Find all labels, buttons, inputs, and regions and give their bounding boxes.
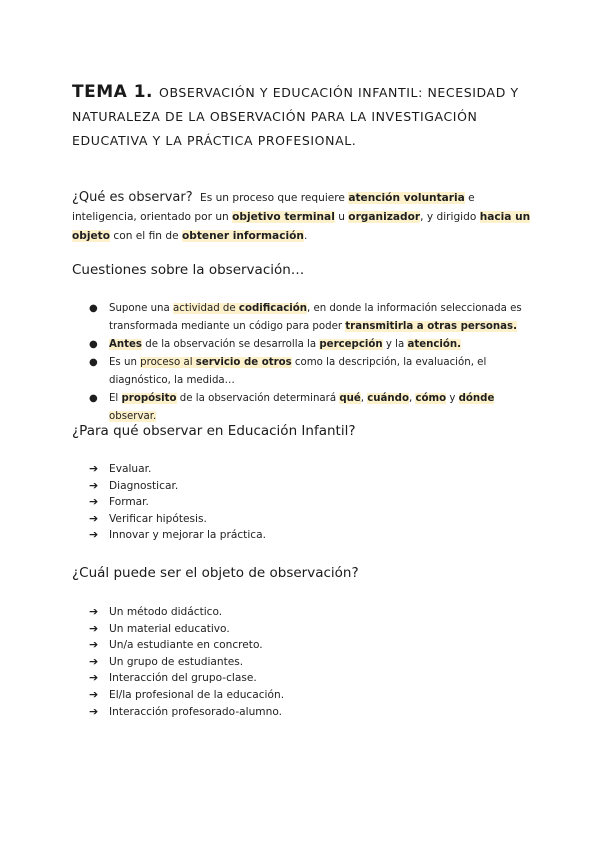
item-text: Innovar y mejorar la práctica.	[109, 529, 266, 542]
highlight-como: cómo	[415, 393, 447, 404]
bullet-icon: ●	[89, 303, 98, 314]
highlight-atencion: atención.	[407, 339, 462, 350]
item-text: Un material educativo.	[109, 622, 230, 635]
arrow-icon: ➔	[89, 687, 99, 701]
arrow-icon: ➔	[89, 511, 99, 525]
item-text: Evaluar.	[109, 463, 152, 475]
list-item	[72, 511, 472, 528]
item-text: ,	[360, 393, 368, 404]
list-item	[72, 670, 472, 687]
highlight-organizador: organizador	[348, 211, 421, 223]
list-item	[72, 654, 472, 671]
item-text: Verificar hipótesis.	[109, 512, 207, 525]
highlight-hacia-un-objeto: hacia un objeto	[72, 211, 531, 242]
item-text: Interacción del grupo-clase.	[109, 672, 257, 685]
highlight-obtener-informacion: obtener información	[181, 230, 304, 242]
item-text: como la descripción, la evaluación, el diagnóstico, la medida…	[109, 357, 487, 386]
arrow-icon: ➔	[89, 478, 99, 492]
item-text: Es un	[109, 357, 141, 368]
arrow-icon: ➔	[89, 528, 99, 542]
intro-text-3: u	[334, 211, 349, 223]
intro-text-4: , y dirigido	[420, 211, 480, 223]
intro-text-1: Es un proceso que requiere	[200, 192, 349, 204]
item-text: Un método didáctico.	[109, 606, 223, 618]
highlight-codificacion: codificación	[238, 303, 307, 314]
list-item	[72, 637, 472, 654]
bullet-icon: ●	[89, 339, 98, 350]
list-item	[72, 604, 472, 621]
highlight-que: qué	[339, 393, 361, 404]
intro-text-6: .	[303, 230, 308, 242]
item-text: de la observación determinará	[176, 393, 340, 404]
arrow-icon: ➔	[89, 671, 99, 685]
item-text: El	[109, 393, 122, 404]
highlight-transmitirla: transmitirla a otras personas.	[345, 321, 517, 332]
highlight-actividad: actividad de	[172, 303, 239, 314]
item-text: Supone una	[109, 303, 173, 314]
highlight-objetivo-terminal: objetivo terminal	[232, 211, 335, 223]
intro-paragraph	[72, 188, 532, 246]
item-text: y la	[382, 339, 408, 350]
arrow-icon: ➔	[89, 495, 99, 509]
item-text: El/la profesional de la educación.	[109, 688, 285, 701]
item-text: Un grupo de estudiantes.	[109, 655, 244, 668]
list-item	[72, 527, 472, 544]
list-item	[72, 461, 472, 478]
item-text: y	[446, 393, 459, 404]
bullet-icon: ●	[89, 393, 98, 404]
para-que-list	[72, 461, 472, 544]
arrow-icon: ➔	[89, 704, 99, 718]
highlight-donde: dónde	[458, 393, 495, 404]
list-item	[72, 478, 472, 495]
title-text: OBSERVACIÓN Y EDUCACIÓN INFANTIL: NECESIDAD Y NATURALEZA DE LA OBSERVACIÓN PARA LA INVESTIGACIÓN EDUCATIVA Y LA PRÁCTICA PROFESIONAL.	[72, 85, 519, 148]
section-heading-cuestiones: Cuestiones sobre la observación…	[72, 262, 305, 278]
highlight-percepcion: percepción	[319, 339, 383, 350]
intro-text-2: e inteligencia, orientado por un	[72, 192, 475, 223]
intro-question: ¿Qué es observar?	[72, 190, 193, 205]
arrow-icon: ➔	[89, 654, 99, 668]
highlight-proceso-al: proceso al	[140, 357, 196, 368]
arrow-icon: ➔	[89, 605, 99, 618]
item-text: Diagnosticar.	[109, 479, 179, 492]
arrow-icon: ➔	[89, 621, 99, 635]
list-item	[72, 336, 532, 354]
section-heading-para-que: ¿Para qué observar en Educación Infantil?	[72, 423, 356, 439]
item-text: Interacción profesorado-alumno.	[109, 705, 283, 718]
item-text: , en donde la información seleccionada es transformada mediante un código para poder	[109, 303, 522, 332]
cuestiones-list	[72, 300, 532, 426]
list-item	[72, 621, 472, 638]
item-text: ,	[408, 393, 416, 404]
intro-text-5: con el fin de	[110, 230, 182, 242]
list-item	[72, 687, 472, 704]
item-text: Un/a estudiante en concreto.	[109, 639, 263, 652]
highlight-servicio-de-otros: servicio de otros	[195, 357, 292, 368]
arrow-icon: ➔	[89, 638, 99, 652]
list-item	[72, 704, 472, 721]
page-title	[72, 80, 542, 153]
list-item	[72, 494, 472, 511]
highlight-proposito: propósito	[121, 393, 177, 404]
highlight-atencion-voluntaria: atención voluntaria	[348, 192, 465, 204]
item-text: Formar.	[109, 496, 149, 509]
highlight-antes: Antes	[109, 339, 142, 350]
list-item	[72, 300, 532, 336]
list-item	[72, 390, 532, 426]
highlight-observar: observar.	[109, 411, 157, 422]
list-item	[72, 354, 532, 390]
highlight-cuando: cuándo	[367, 393, 409, 404]
title-number: TEMA 1.	[72, 82, 153, 102]
section-heading-objeto: ¿Cuál puede ser el objeto de observación?	[72, 565, 359, 581]
bullet-icon: ●	[89, 357, 98, 368]
item-text: de la observación se desarrolla la	[141, 339, 320, 350]
arrow-icon: ➔	[89, 462, 99, 475]
objeto-list	[72, 604, 472, 720]
